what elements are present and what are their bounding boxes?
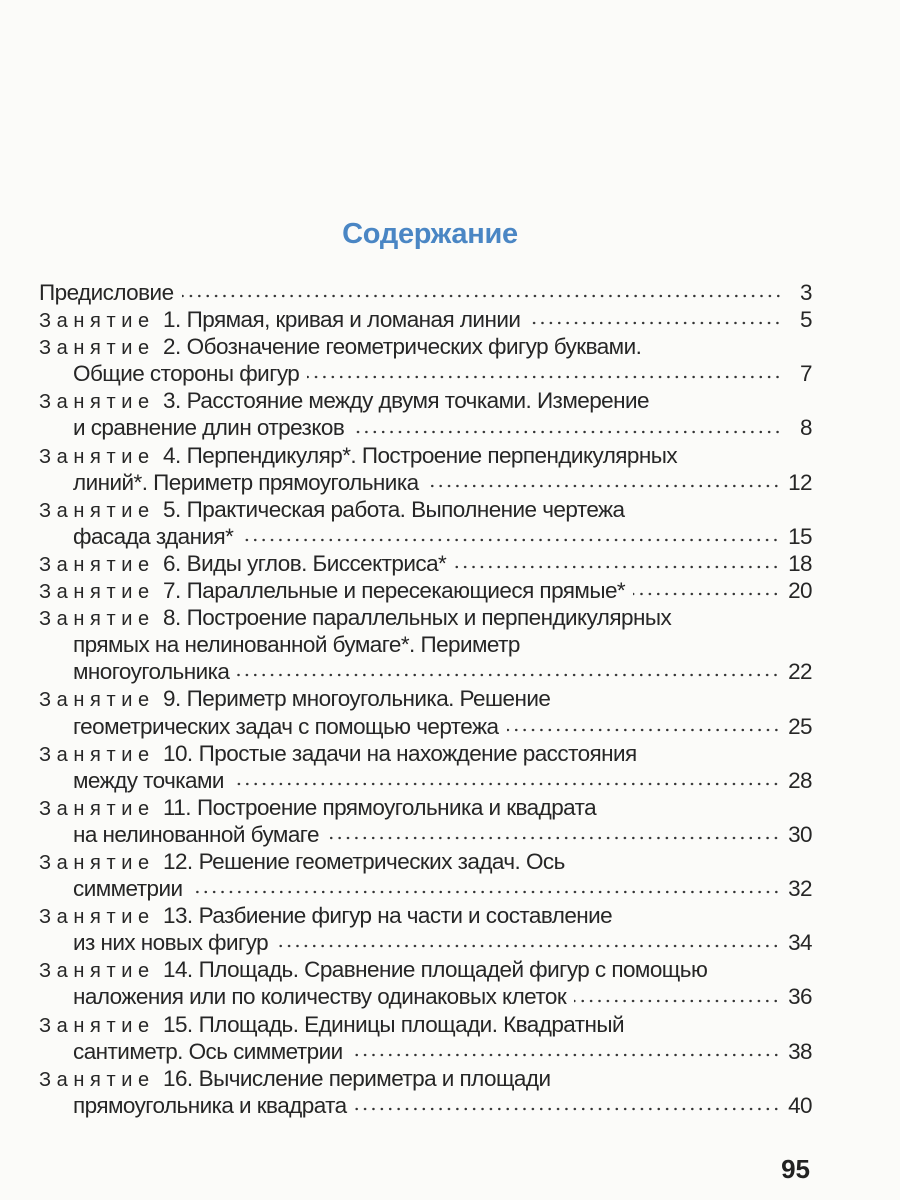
toc-entry	[39, 740, 812, 794]
entry-title-text: Параллельные и пересекающиеся прямые*	[186, 578, 626, 604]
toc-entry	[39, 1065, 812, 1119]
entry-title-text: Расстояние между двумя точками. Измерение	[186, 388, 649, 414]
toc-line	[39, 685, 812, 712]
dot-leader	[182, 293, 782, 299]
entry-title-text: Обозначение геометрических фигур буквами.	[186, 334, 642, 360]
dot-leader	[191, 889, 781, 895]
entry-title-text: Общие стороны фигур	[73, 361, 300, 387]
dot-leader	[355, 1106, 780, 1112]
dot-leader	[633, 591, 780, 597]
entry-page-number: 30	[788, 821, 812, 847]
toc-line	[39, 767, 812, 794]
entry-title-text: сантиметр. Ось симметрии	[73, 1038, 343, 1064]
entry-page-number: 28	[788, 767, 812, 793]
lesson-number: 11.	[163, 794, 191, 820]
dot-leader	[507, 727, 781, 733]
entry-page-number: 25	[788, 713, 812, 739]
entry-page-number: 5	[800, 307, 812, 333]
entry-page-number: 8	[800, 415, 812, 441]
toc-line	[39, 577, 812, 604]
dot-leader	[232, 781, 780, 787]
toc-line	[39, 902, 812, 929]
entry-title-text: Прямая, кривая и ломаная линии	[186, 307, 521, 333]
toc-entry	[39, 279, 812, 306]
toc-line	[39, 1065, 812, 1092]
toc-line	[39, 740, 812, 767]
toc-line	[39, 794, 812, 821]
entry-title-text: и сравнение длин отрезков	[73, 415, 345, 441]
toc-entry	[39, 604, 812, 685]
lesson-label: Занятие	[39, 1068, 155, 1091]
lesson-label: Занятие	[39, 689, 155, 712]
lesson-label: Занятие	[39, 743, 155, 766]
dot-leader	[454, 564, 780, 570]
entry-page-number: 3	[800, 280, 812, 305]
toc-line	[39, 360, 812, 387]
toc-entry	[39, 1011, 812, 1065]
entry-page-number: 22	[788, 659, 812, 685]
lesson-number: 5.	[163, 496, 181, 522]
toc-line	[39, 306, 812, 333]
lesson-number: 2.	[163, 334, 181, 360]
entry-title-text: симметрии	[73, 876, 183, 902]
dot-leader	[237, 672, 780, 678]
lesson-number: 4.	[163, 442, 181, 468]
entry-title-text: из них новых фигур	[73, 930, 269, 956]
toc-entry	[39, 685, 812, 739]
toc-entry	[39, 496, 812, 550]
toc-entry	[39, 550, 812, 577]
lesson-label: Занятие	[39, 337, 155, 360]
lesson-number: 12.	[163, 848, 193, 874]
entry-page-number: 18	[788, 550, 812, 576]
entry-title-text: прямоугольника и квадрата	[73, 1092, 347, 1118]
lesson-number: 14.	[163, 957, 193, 983]
entry-page-number: 38	[788, 1038, 812, 1064]
toc-line	[39, 821, 812, 848]
toc-line	[39, 875, 812, 902]
page-number: 95	[781, 1154, 810, 1184]
lesson-label: Занятие	[39, 445, 155, 468]
toc-line	[39, 333, 812, 360]
toc-line	[39, 604, 812, 631]
entry-page-number: 15	[788, 523, 812, 549]
toc-line	[39, 929, 812, 956]
toc-line	[39, 956, 812, 983]
toc-entry	[39, 956, 812, 1010]
toc-entry	[39, 848, 812, 902]
entry-page-number: 40	[788, 1092, 812, 1118]
toc-entry	[39, 577, 812, 604]
lesson-number: 1.	[163, 307, 181, 333]
lesson-label: Занятие	[39, 851, 155, 874]
lesson-label: Занятие	[39, 391, 155, 414]
toc-line	[39, 442, 812, 469]
lesson-label: Занятие	[39, 906, 155, 929]
entry-title-text: Построение прямоугольника и квадрата	[196, 794, 597, 820]
lesson-label: Занятие	[39, 608, 155, 631]
toc-line	[39, 523, 812, 550]
entry-title-text: линий*. Периметр прямоугольника	[73, 469, 419, 495]
entry-title-text: между точками	[73, 767, 224, 793]
toc-line	[39, 279, 812, 306]
lesson-number: 6.	[163, 550, 181, 576]
lesson-number: 16.	[163, 1065, 193, 1091]
entry-page-number: 20	[788, 578, 812, 604]
entry-title-text: Решение геометрических задач. Ось	[198, 848, 565, 874]
lesson-number: 3.	[163, 388, 181, 414]
toc-line	[39, 550, 812, 577]
toc-line	[39, 983, 812, 1010]
entry-title-text: Вычисление периметра и площади	[198, 1065, 551, 1091]
entry-page-number: 32	[788, 876, 812, 902]
entry-title-text: фасада здания*	[73, 523, 234, 549]
dot-leader	[241, 537, 780, 543]
dot-leader	[528, 320, 782, 326]
dot-leader	[427, 483, 780, 489]
entry-title-text: Перпендикуляр*. Построение перпендикулярных	[186, 442, 678, 468]
entry-page-number: 7	[800, 361, 812, 387]
toc-line	[39, 658, 812, 685]
entry-title-text: на нелинованной бумаге	[73, 821, 319, 847]
dot-leader	[327, 835, 780, 841]
entry-page-number: 36	[788, 984, 812, 1010]
lesson-number: 13.	[163, 903, 193, 929]
entry-title-text: наложения или по количеству одинаковых клеток	[73, 984, 567, 1010]
lesson-label: Занятие	[39, 553, 155, 576]
toc-line	[39, 713, 812, 740]
entry-title-text: Простые задачи на нахождение расстояния	[198, 740, 637, 766]
entry-page-number: 12	[788, 469, 812, 495]
toc-entry	[39, 442, 812, 496]
entry-title-text: Площадь. Сравнение площадей фигур с помощью	[198, 957, 708, 983]
lesson-label: Занятие	[39, 1014, 155, 1037]
dot-leader	[352, 429, 782, 435]
lesson-label: Занятие	[39, 797, 155, 820]
entry-title-text: Разбиение фигур на части и составление	[198, 903, 613, 929]
toc-line	[39, 496, 812, 523]
lesson-label: Занятие	[39, 581, 155, 604]
lesson-number: 15.	[163, 1011, 193, 1037]
entry-title-text: прямых на нелинованной бумаге*. Периметр	[73, 632, 520, 658]
entry-title-text: Предисловие	[39, 280, 174, 305]
lesson-label: Занятие	[39, 960, 155, 983]
lesson-number: 9.	[163, 686, 181, 712]
toc-line	[39, 387, 812, 414]
toc-line	[39, 1011, 812, 1038]
entry-page-number: 34	[788, 930, 812, 956]
entry-title-text: Площадь. Единицы площади. Квадратный	[198, 1011, 625, 1037]
lesson-number: 10.	[163, 740, 193, 766]
lesson-number: 8.	[163, 605, 181, 631]
entry-title-text: Виды углов. Биссектриса*	[186, 550, 447, 576]
toc-entry	[39, 387, 812, 441]
entry-title-text: геометрических задач с помощью чертежа	[73, 713, 499, 739]
toc-entry	[39, 794, 812, 848]
dot-leader	[276, 943, 780, 949]
lesson-label: Занятие	[39, 310, 155, 333]
toc-line	[39, 414, 812, 441]
dot-leader	[351, 1052, 780, 1058]
entry-title-text: Периметр многоугольника. Решение	[186, 686, 551, 712]
page-title: Содержание	[342, 218, 518, 250]
table-of-contents	[39, 279, 812, 1119]
lesson-label: Занятие	[39, 499, 155, 522]
toc-line	[39, 1038, 812, 1065]
dot-leader	[574, 998, 780, 1004]
entry-title-text: многоугольника	[73, 659, 230, 685]
toc-line	[39, 469, 812, 496]
toc-entry	[39, 306, 812, 333]
entry-title-text: Практическая работа. Выполнение чертежа	[186, 496, 625, 522]
dot-leader	[307, 374, 782, 380]
toc-line	[39, 631, 812, 658]
entry-title-text: Построение параллельных и перпендикулярных	[186, 605, 672, 631]
toc-entry	[39, 902, 812, 956]
toc-entry	[39, 333, 812, 387]
lesson-number: 7.	[163, 578, 181, 604]
toc-line	[39, 848, 812, 875]
toc-line	[39, 1092, 812, 1119]
